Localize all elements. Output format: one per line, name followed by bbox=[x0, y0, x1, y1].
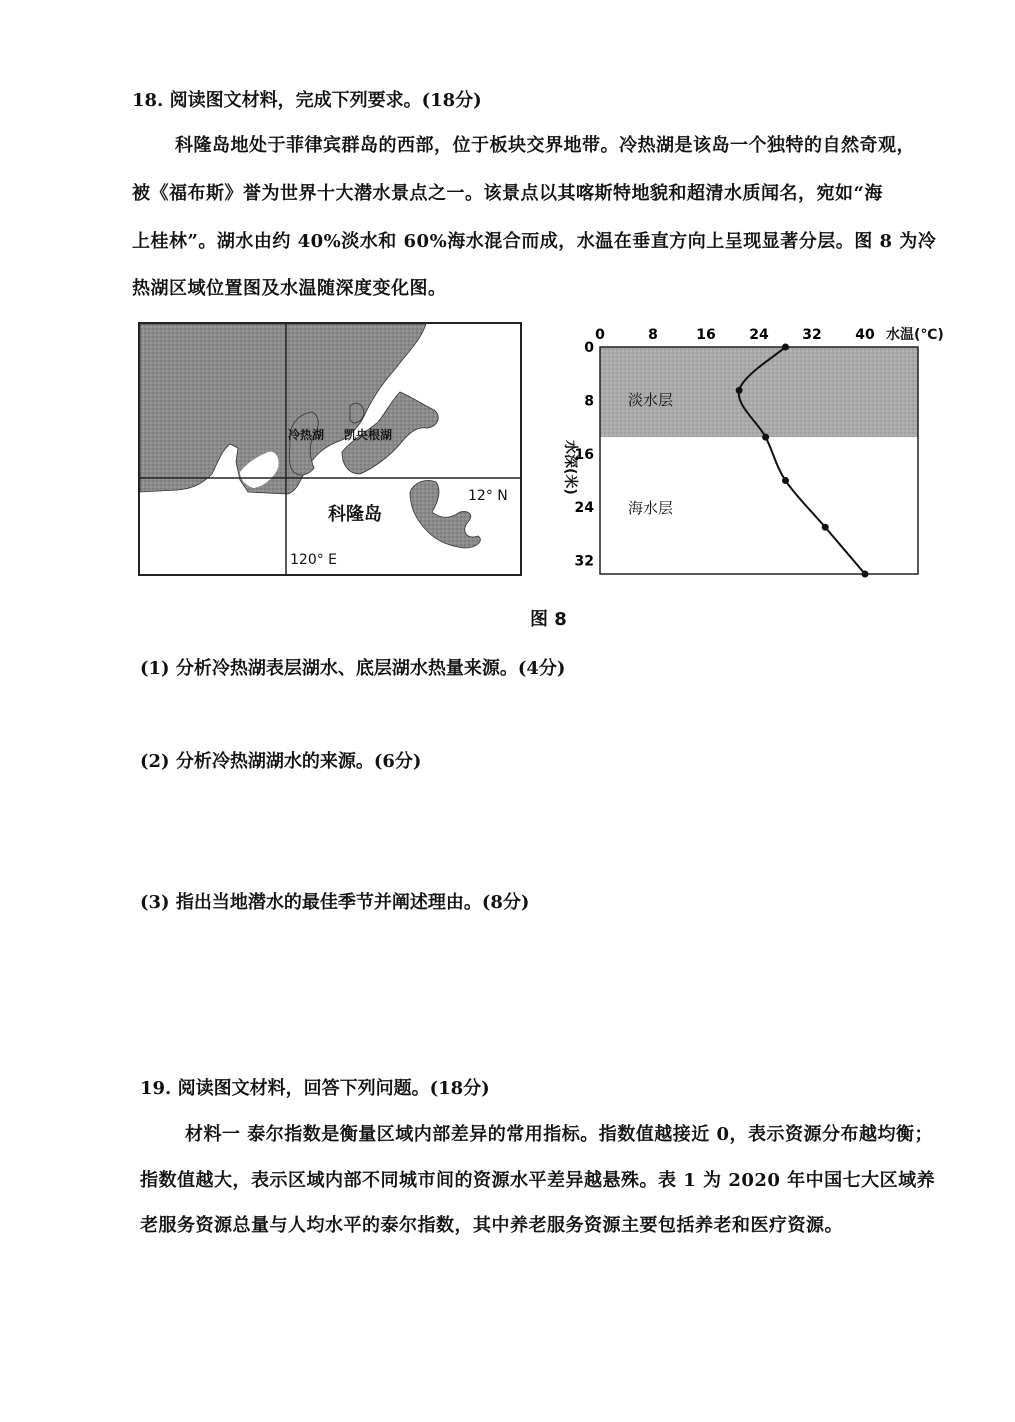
temperature-point bbox=[822, 524, 829, 531]
island-label: 科隆岛 bbox=[328, 504, 382, 525]
q18-para-line: 上桂林”。湖水由约 40%淡水和 60%海水混合而成，水温在垂直方向上呈现显著分层。图 8 为冷 bbox=[132, 231, 937, 252]
x-tick-label: 24 bbox=[749, 327, 769, 343]
q18-para-line: 热湖区域位置图及水温随深度变化图。 bbox=[132, 278, 447, 299]
freshwater-layer-label: 淡水层 bbox=[628, 391, 674, 409]
q18-subquestion-2: (2) 分析冷热湖湖水的来源。(6分) bbox=[140, 751, 422, 772]
y-tick-label: 8 bbox=[584, 393, 594, 410]
x-tick-label: 0 bbox=[595, 327, 605, 343]
q19-para-line: 老服务资源总量与人均水平的泰尔指数，其中养老服务资源主要包括养老和医疗资源。 bbox=[140, 1215, 843, 1236]
temperature-point bbox=[862, 571, 869, 578]
temperature-depth-chart bbox=[550, 318, 970, 588]
lake1-label: 冷热湖 bbox=[288, 428, 325, 442]
y-tick-label: 0 bbox=[584, 340, 594, 356]
seawater-layer-label: 海水层 bbox=[628, 499, 674, 517]
y-axis-label: 水深(米) bbox=[562, 440, 578, 495]
x-tick-label: 40 bbox=[855, 327, 875, 343]
x-tick-label: 16 bbox=[696, 327, 716, 343]
location-map bbox=[138, 322, 523, 577]
longitude-label: 120° E bbox=[290, 552, 338, 568]
latitude-label: 12° N bbox=[468, 488, 508, 504]
q18-title: 18. 阅读图文材料，完成下列要求。(18分) bbox=[132, 90, 482, 111]
temperature-point bbox=[736, 387, 743, 394]
temperature-point bbox=[782, 477, 789, 484]
q18-para-line: 被《福布斯》誉为世界十大潜水景点之一。该景点以其喀斯特地貌和超清水质闻名，宛如“海 bbox=[132, 183, 883, 204]
x-tick-label: 8 bbox=[648, 327, 658, 343]
y-tick-label: 32 bbox=[574, 553, 594, 570]
q19-para-line: 材料一 泰尔指数是衡量区域内部差异的常用指标。指数值越接近 0，表示资源分布越均衡； bbox=[185, 1124, 934, 1145]
temperature-point bbox=[762, 434, 769, 441]
y-tick-label: 24 bbox=[574, 500, 594, 517]
figure-caption: 图 8 bbox=[530, 609, 567, 630]
lake2-label: 凯央根湖 bbox=[344, 428, 393, 442]
q18-para-line: 科隆岛地处于菲律宾群岛的西部，位于板块交界地带。冷热湖是该岛一个独特的自然奇观， bbox=[175, 135, 915, 156]
q19-para-line: 指数值越大，表示区域内部不同城市间的资源水平差异越悬殊。表 1 为 2020 年中国七大区域养 bbox=[140, 1170, 936, 1191]
x-tick-label: 32 bbox=[802, 327, 822, 343]
y-tick-label: 16 bbox=[574, 446, 594, 463]
q19-title: 19. 阅读图文材料，回答下列问题。(18分) bbox=[140, 1078, 490, 1099]
q18-subquestion-3: (3) 指出当地潜水的最佳季节并阐述理由。(8分) bbox=[140, 892, 530, 913]
temperature-point bbox=[782, 344, 789, 351]
q18-subquestion-1: (1) 分析冷热湖表层湖水、底层湖水热量来源。(4分) bbox=[140, 658, 566, 679]
x-axis-label: 水温(℃) bbox=[886, 327, 944, 343]
x-axis-ticks bbox=[595, 327, 875, 343]
